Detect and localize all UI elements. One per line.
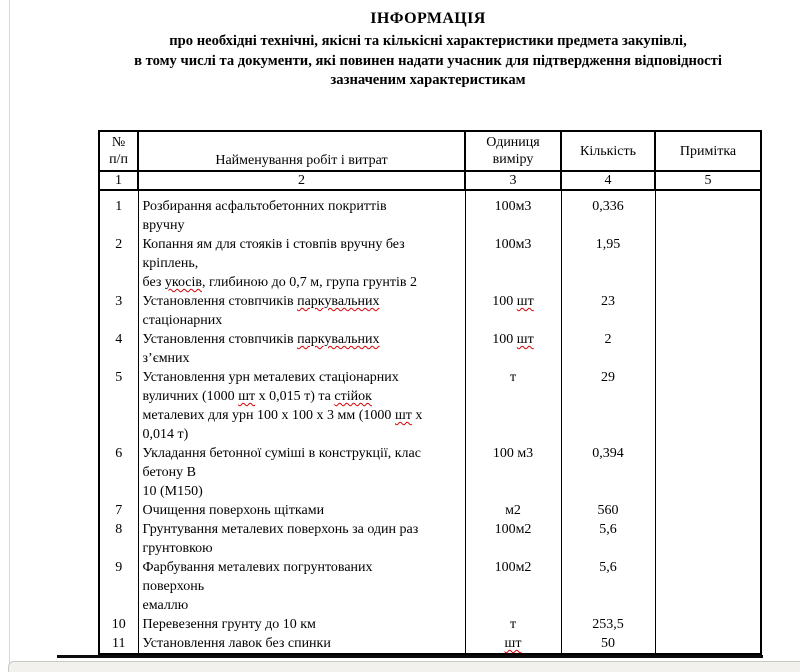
column-header-name: Найменування робіт і витрат — [138, 131, 465, 171]
item-unit-cell: м2 — [465, 501, 561, 520]
subtitle-line-3: зазначеним характеристикам — [330, 72, 526, 88]
item-number-cell: 5 — [99, 368, 138, 444]
item-quantity-cell: 2 — [561, 330, 655, 368]
column-index-note: 5 — [655, 171, 761, 190]
item-unit-cell: 100м2 — [465, 558, 561, 615]
item-number-cell: 6 — [99, 444, 138, 501]
item-note-cell — [655, 444, 761, 501]
item-name-line: кріплень, — [142, 256, 199, 271]
column-index-name: 2 — [138, 171, 465, 190]
item-note-cell — [655, 501, 761, 520]
item-name-line: вручну — [142, 218, 185, 233]
item-number-cell: 10 — [99, 615, 138, 634]
item-name-line: Перевезення грунту до 10 км — [142, 617, 316, 632]
table-row — [99, 190, 761, 235]
item-name-cell — [138, 501, 465, 520]
item-quantity-cell: 29 — [561, 368, 655, 444]
item-number-cell: 3 — [99, 292, 138, 330]
item-unit-cell: 100 шт — [465, 292, 561, 330]
document-header — [56, 10, 800, 91]
table-row — [99, 615, 761, 634]
item-name-line: без укосів, глибиною до 0,7 м, група грунтів 2 — [142, 275, 418, 290]
item-name-line: вуличних (1000 шт х 0,015 т) та стійок — [142, 389, 372, 404]
table-row — [99, 634, 761, 654]
items-table-body — [99, 131, 761, 654]
table-row — [99, 235, 761, 292]
misspelled-word: шт — [516, 332, 534, 347]
item-name-line: грунтовкою — [142, 541, 213, 556]
misspelled-word: шт — [504, 636, 522, 651]
item-name-line: Грунтування металевих поверхонь за один раз — [142, 522, 419, 537]
item-unit-cell: т — [465, 368, 561, 444]
item-name-line: 0,014 т) — [142, 427, 189, 442]
item-unit-cell: 100м3 — [465, 235, 561, 292]
item-name-cell — [138, 190, 465, 235]
item-name-cell — [138, 292, 465, 330]
column-index-unit: 3 — [465, 171, 561, 190]
item-note-cell — [655, 558, 761, 615]
item-note-cell — [655, 615, 761, 634]
items-table-wrapper — [98, 130, 760, 655]
document-title: ІНФОРМАЦІЯ — [370, 10, 486, 27]
column-header-note: Примітка — [655, 131, 761, 171]
item-number-cell: 2 — [99, 235, 138, 292]
item-name-line: з’ємних — [142, 351, 190, 366]
item-name-line: Установлення урн металевих стаціонарних — [142, 370, 399, 385]
item-note-cell — [655, 292, 761, 330]
column-index-row — [99, 171, 761, 190]
item-name-cell — [138, 558, 465, 615]
item-name-line: емаллю — [142, 598, 189, 613]
item-note-cell — [655, 368, 761, 444]
column-header-num: № п/п — [99, 131, 138, 171]
table-bottom-rule — [57, 655, 763, 658]
item-name-cell — [138, 615, 465, 634]
misspelled-word: стійок — [334, 389, 372, 404]
item-note-cell — [655, 235, 761, 292]
misspelled-word: укосів — [164, 275, 203, 290]
item-name-line: стаціонарних — [142, 313, 223, 328]
item-name-cell — [138, 634, 465, 654]
item-name-line: Розбирання асфальтобетонних покриттів — [142, 199, 387, 214]
misspelled-word: паркувальних — [297, 294, 380, 309]
table-row — [99, 558, 761, 615]
item-note-cell — [655, 520, 761, 558]
items-table — [98, 130, 762, 655]
table-row — [99, 501, 761, 520]
item-note-cell — [655, 330, 761, 368]
subtitle-line-1: про необхідні технічні, якісні та кількісні характеристики предмета закупівлі, — [169, 33, 687, 49]
item-note-cell — [655, 190, 761, 235]
item-name-line: Фарбування металевих погрунтованих — [142, 560, 373, 575]
table-row — [99, 330, 761, 368]
item-unit-cell: 100 м3 — [465, 444, 561, 501]
column-header-unit: Одиниця виміру — [465, 131, 561, 171]
item-unit-cell: 100м3 — [465, 190, 561, 235]
item-name-line: 10 (М150) — [142, 484, 203, 499]
item-name-cell — [138, 368, 465, 444]
item-name-line: Установлення лавок без спинки — [142, 636, 331, 651]
item-name-line: Очищення поверхонь щітками — [142, 503, 325, 518]
item-quantity-cell: 560 — [561, 501, 655, 520]
item-unit-cell: 100м2 — [465, 520, 561, 558]
item-quantity-cell: 1,95 — [561, 235, 655, 292]
item-quantity-cell: 0,336 — [561, 190, 655, 235]
item-name-cell — [138, 330, 465, 368]
subtitle-line-2: в тому числі та документи, які повинен надати учасник для підтвердження відповідності — [134, 52, 722, 69]
table-row — [99, 292, 761, 330]
misspelled-word: шт — [516, 294, 534, 309]
item-name-line: Установлення стовпчиків паркувальних — [142, 294, 380, 309]
item-name-cell — [138, 235, 465, 292]
misspelled-word: паркувальних — [297, 332, 380, 347]
item-unit-cell — [465, 634, 561, 654]
item-name-line: Копання ям для стояків і стовпів вручну без — [142, 237, 405, 252]
item-unit-cell: т — [465, 615, 561, 634]
table-row — [99, 368, 761, 444]
item-quantity-cell: 23 — [561, 292, 655, 330]
item-name-line: Установлення стовпчиків паркувальних — [142, 332, 380, 347]
column-header-qty: Кількість — [561, 131, 655, 171]
item-name-line: поверхонь — [142, 579, 205, 594]
document-subtitle — [56, 32, 800, 91]
item-number-cell: 7 — [99, 501, 138, 520]
item-note-cell — [655, 634, 761, 654]
item-quantity-cell: 5,6 — [561, 520, 655, 558]
table-row — [99, 520, 761, 558]
item-name-cell — [138, 520, 465, 558]
item-quantity-cell: 5,6 — [561, 558, 655, 615]
window-bottom-strip — [8, 661, 800, 672]
item-number-cell: 9 — [99, 558, 138, 615]
column-index-qty: 4 — [561, 171, 655, 190]
item-unit-cell: 100 шт — [465, 330, 561, 368]
table-row — [99, 444, 761, 501]
item-number-cell: 8 — [99, 520, 138, 558]
item-number-cell: 4 — [99, 330, 138, 368]
item-quantity-cell: 50 — [561, 634, 655, 654]
item-quantity-cell: 0,394 — [561, 444, 655, 501]
window-left-edge — [9, 0, 10, 672]
item-name-cell — [138, 444, 465, 501]
item-name-line: металевих для урн 100 х 100 х 3 мм (1000 шт х — [142, 408, 423, 423]
item-name-line: бетону В — [142, 465, 196, 480]
column-index-num: 1 — [99, 171, 138, 190]
item-name-line: Укладання бетонної суміші в конструкції, клас — [142, 446, 421, 461]
item-quantity-cell: 253,5 — [561, 615, 655, 634]
table-header-row — [99, 131, 761, 171]
misspelled-word: шт — [394, 408, 412, 423]
item-number-cell: 11 — [99, 634, 138, 654]
misspelled-word: шт — [238, 389, 256, 404]
item-number-cell: 1 — [99, 190, 138, 235]
